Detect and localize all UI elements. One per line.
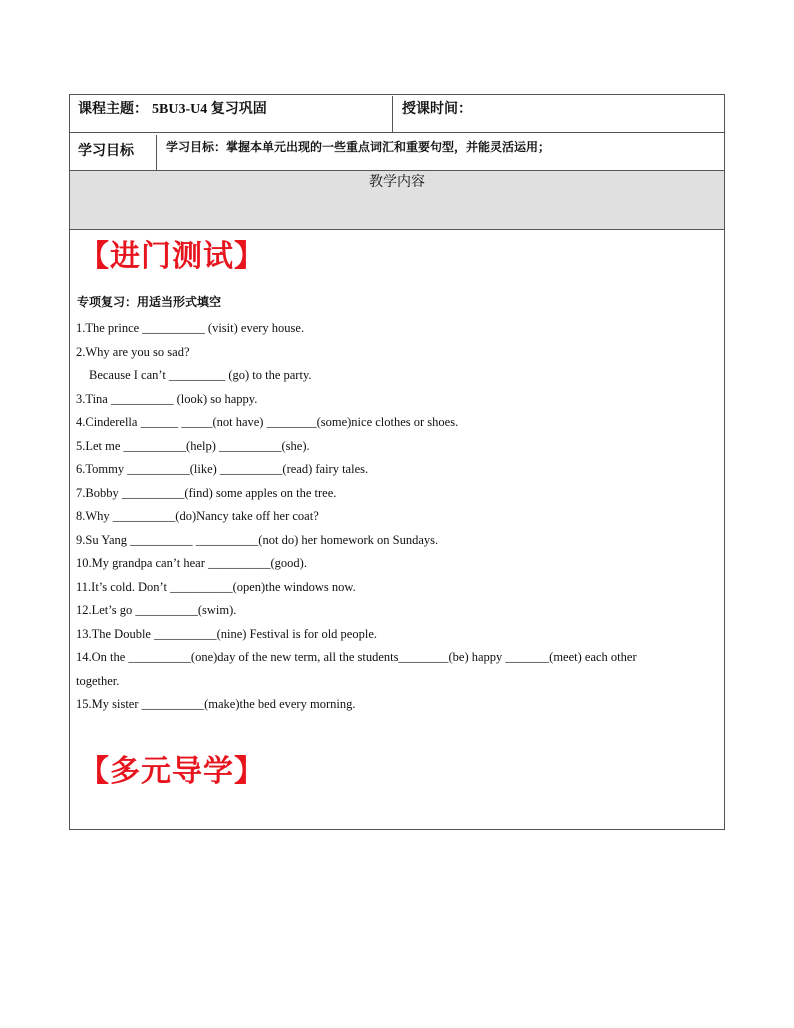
course-topic	[78, 96, 392, 133]
exercise-line: 9.Su Yang __________ __________(not do) her homework on Sundays.	[76, 532, 439, 547]
exercise-line: 10.My grandpa can’t hear __________(good).	[76, 556, 307, 570]
entry-test-title: 【进门测试】	[79, 239, 265, 274]
exercise-line: 15.My sister __________(make)the bed every morning.	[76, 697, 356, 711]
goal-label: 学习目标	[78, 144, 134, 159]
exercise-line: 7.Bobby __________(find) some apples on the tree.	[76, 485, 337, 500]
lesson-plan-table	[69, 94, 725, 830]
exercise-line: 2.Why are you so sad?	[76, 344, 190, 359]
exercise-line: 3.Tina __________ (look) so happy.	[76, 391, 258, 406]
exercise-line: 8.Why __________(do)Nancy take off her coat?	[76, 509, 319, 523]
teaching-time-label: 授课时间：	[392, 96, 724, 133]
topic-label: 课程主题：	[78, 102, 148, 117]
goal-row	[70, 133, 724, 171]
topic-value: 5BU3-U4 复习巩固	[152, 102, 267, 117]
exercise-line: 1.The prince __________ (visit) every house.	[76, 321, 305, 335]
header-row	[70, 95, 724, 133]
exercise-line: 11.It’s cold. Don’t __________(open)the windows now.	[76, 579, 356, 594]
exercise-line: 12.Let’s go __________(swim).	[76, 603, 237, 617]
content-header: 教学内容	[369, 175, 425, 190]
exercise-line: 13.The Double __________(nine) Festival is for old people.	[76, 626, 377, 641]
exercise-line: 5.Let me __________(help) __________(she).	[76, 438, 310, 453]
guided-learning-title: 【多元导学】	[79, 754, 265, 789]
exercise-line: Because I can’t _________ (go) to the party.	[89, 368, 312, 382]
content-header-row	[70, 171, 724, 230]
goal-text: 学习目标：掌握本单元出现的一些重点词汇和重要句型，并能灵活运用；	[156, 135, 724, 172]
exercise-line: 4.Cinderella ______ _____(not have) ________(some)nice clothes or shoes.	[76, 415, 459, 429]
exercise-subtitle: 专项复习：用适当形式填空	[77, 295, 222, 309]
exercise-line: together.	[76, 673, 120, 688]
exercise-list	[76, 317, 716, 717]
exercise-line: 6.Tommy __________(like) __________(read) fairy tales.	[76, 462, 369, 476]
exercise-line: 14.On the __________(one)day of the new term, all the students________(be) happy _______(meet) each other	[76, 650, 637, 664]
